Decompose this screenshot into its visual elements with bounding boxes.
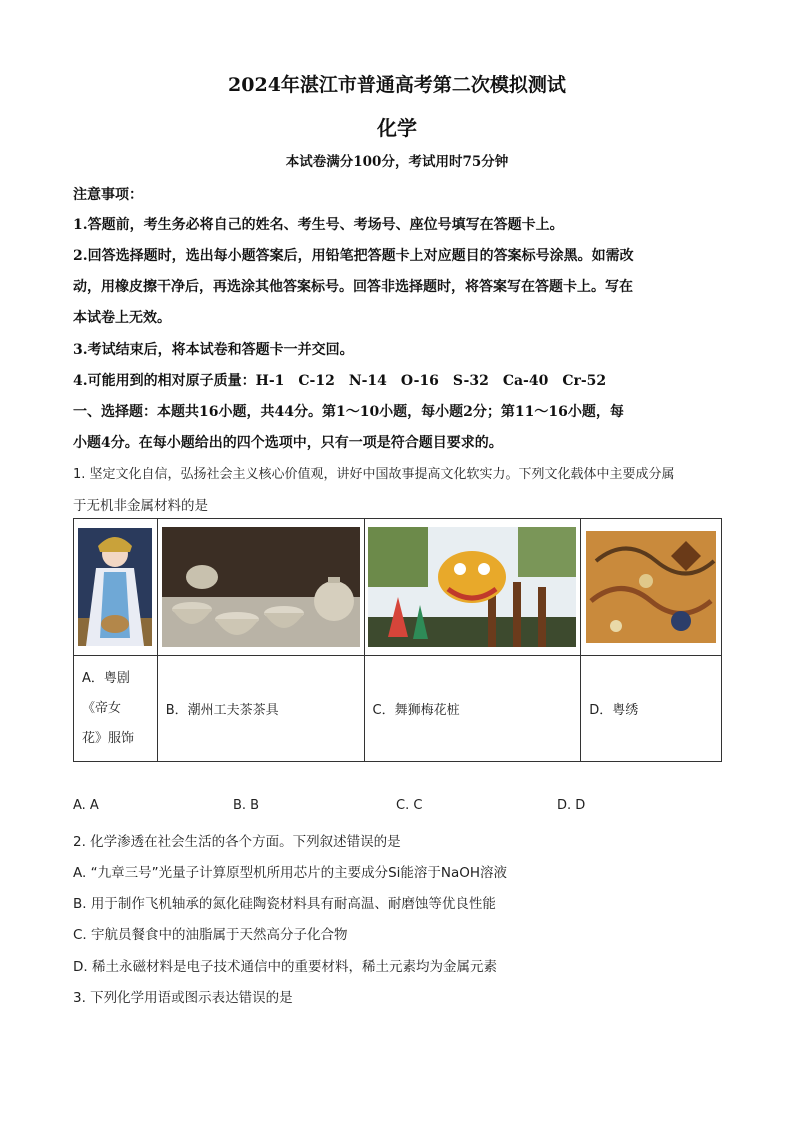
exam-title: 2024年湛江市普通高考第二次模拟测试 [228, 74, 566, 96]
option-b-image-cell [157, 519, 364, 656]
note-2-line-2: 动，用橡皮擦干净后，再选涂其他答案标号。回答非选择题时，将答案写在答题卡上。写在 [73, 279, 633, 295]
note-2-line-1: 2.回答选择题时，选出每小题答案后，用铅笔把答题卡上对应题目的答案标号涂黑。如需改 [73, 248, 634, 264]
note-4: 4.可能用到的相对原子质量：H-1 C-12 N-14 O-16 S-32 Ca-40 Cr-52 [73, 373, 607, 389]
tea-set-image [162, 527, 360, 647]
q3-stem: 3. 下列化学用语或图示表达错误的是 [73, 990, 293, 1006]
q2-option-b: B. 用于制作飞机轴承的氮化硅陶瓷材料具有耐高温、耐磨蚀等优良性能 [73, 896, 496, 912]
q1-answer-c: C. C [396, 798, 423, 813]
opera-costume-image [78, 528, 152, 646]
exam-info: 本试卷满分100分，考试用时75分钟 [285, 154, 509, 170]
note-3: 3.考试结束后，将本试卷和答题卡一并交回。 [73, 342, 354, 358]
q1-stem-line-2: 于无机非金属材料的是 [73, 498, 208, 514]
lion-dance-image [368, 527, 576, 647]
option-a-image-cell [74, 519, 158, 656]
option-a-label-cell [74, 656, 158, 762]
subject-title: 化学 [377, 116, 417, 140]
option-a-line-3: 花》服饰 [82, 730, 135, 746]
q2-stem: 2. 化学渗透在社会生活的各个方面。下列叙述错误的是 [73, 834, 401, 850]
q2-option-d: D. 稀土永磁材料是电子技术通信中的重要材料，稀土元素均为金属元素 [73, 959, 497, 975]
q1-options-table [73, 518, 722, 762]
option-b-label: B．潮州工夫茶茶具 [157, 656, 364, 762]
note-1: 1.答题前，考生务必将自己的姓名、考生号、考场号、座位号填写在答题卡上。 [73, 217, 564, 233]
notes-heading: 注意事项： [73, 187, 143, 203]
option-c-image-cell [364, 519, 581, 656]
section-line-1: 一、选择题：本题共16小题，共44分。第1～10小题，每小题2分；第11～16小题，每 [73, 404, 624, 420]
option-a-line-2: 《帝女 [82, 700, 122, 716]
q1-answer-a: A. A [73, 798, 99, 813]
q1-stem-line-1: 1. 坚定文化自信，弘扬社会主义核心价值观，讲好中国故事提高文化软实力。下列文化载体中主要成分属 [73, 467, 675, 482]
q2-option-c: C. 宇航员餐食中的油脂属于天然高分子化合物 [73, 927, 348, 943]
q1-answer-d: D. D [557, 798, 586, 813]
note-2-line-3: 本试卷上无效。 [73, 310, 171, 326]
q1-answer-b: B. B [233, 798, 260, 813]
option-c-label: C．舞狮梅花桩 [364, 656, 581, 762]
option-a-line-1: A．粤剧 [82, 670, 130, 686]
embroidery-image [586, 531, 716, 643]
option-d-label: D．粤绣 [581, 656, 722, 762]
q2-option-a: A. “九章三号”光量子计算原型机所用芯片的主要成分Si能溶于NaOH溶液 [73, 865, 508, 881]
option-d-image-cell [581, 519, 722, 656]
section-line-2: 小题4分。在每小题给出的四个选项中，只有一项是符合题目要求的。 [73, 435, 503, 451]
